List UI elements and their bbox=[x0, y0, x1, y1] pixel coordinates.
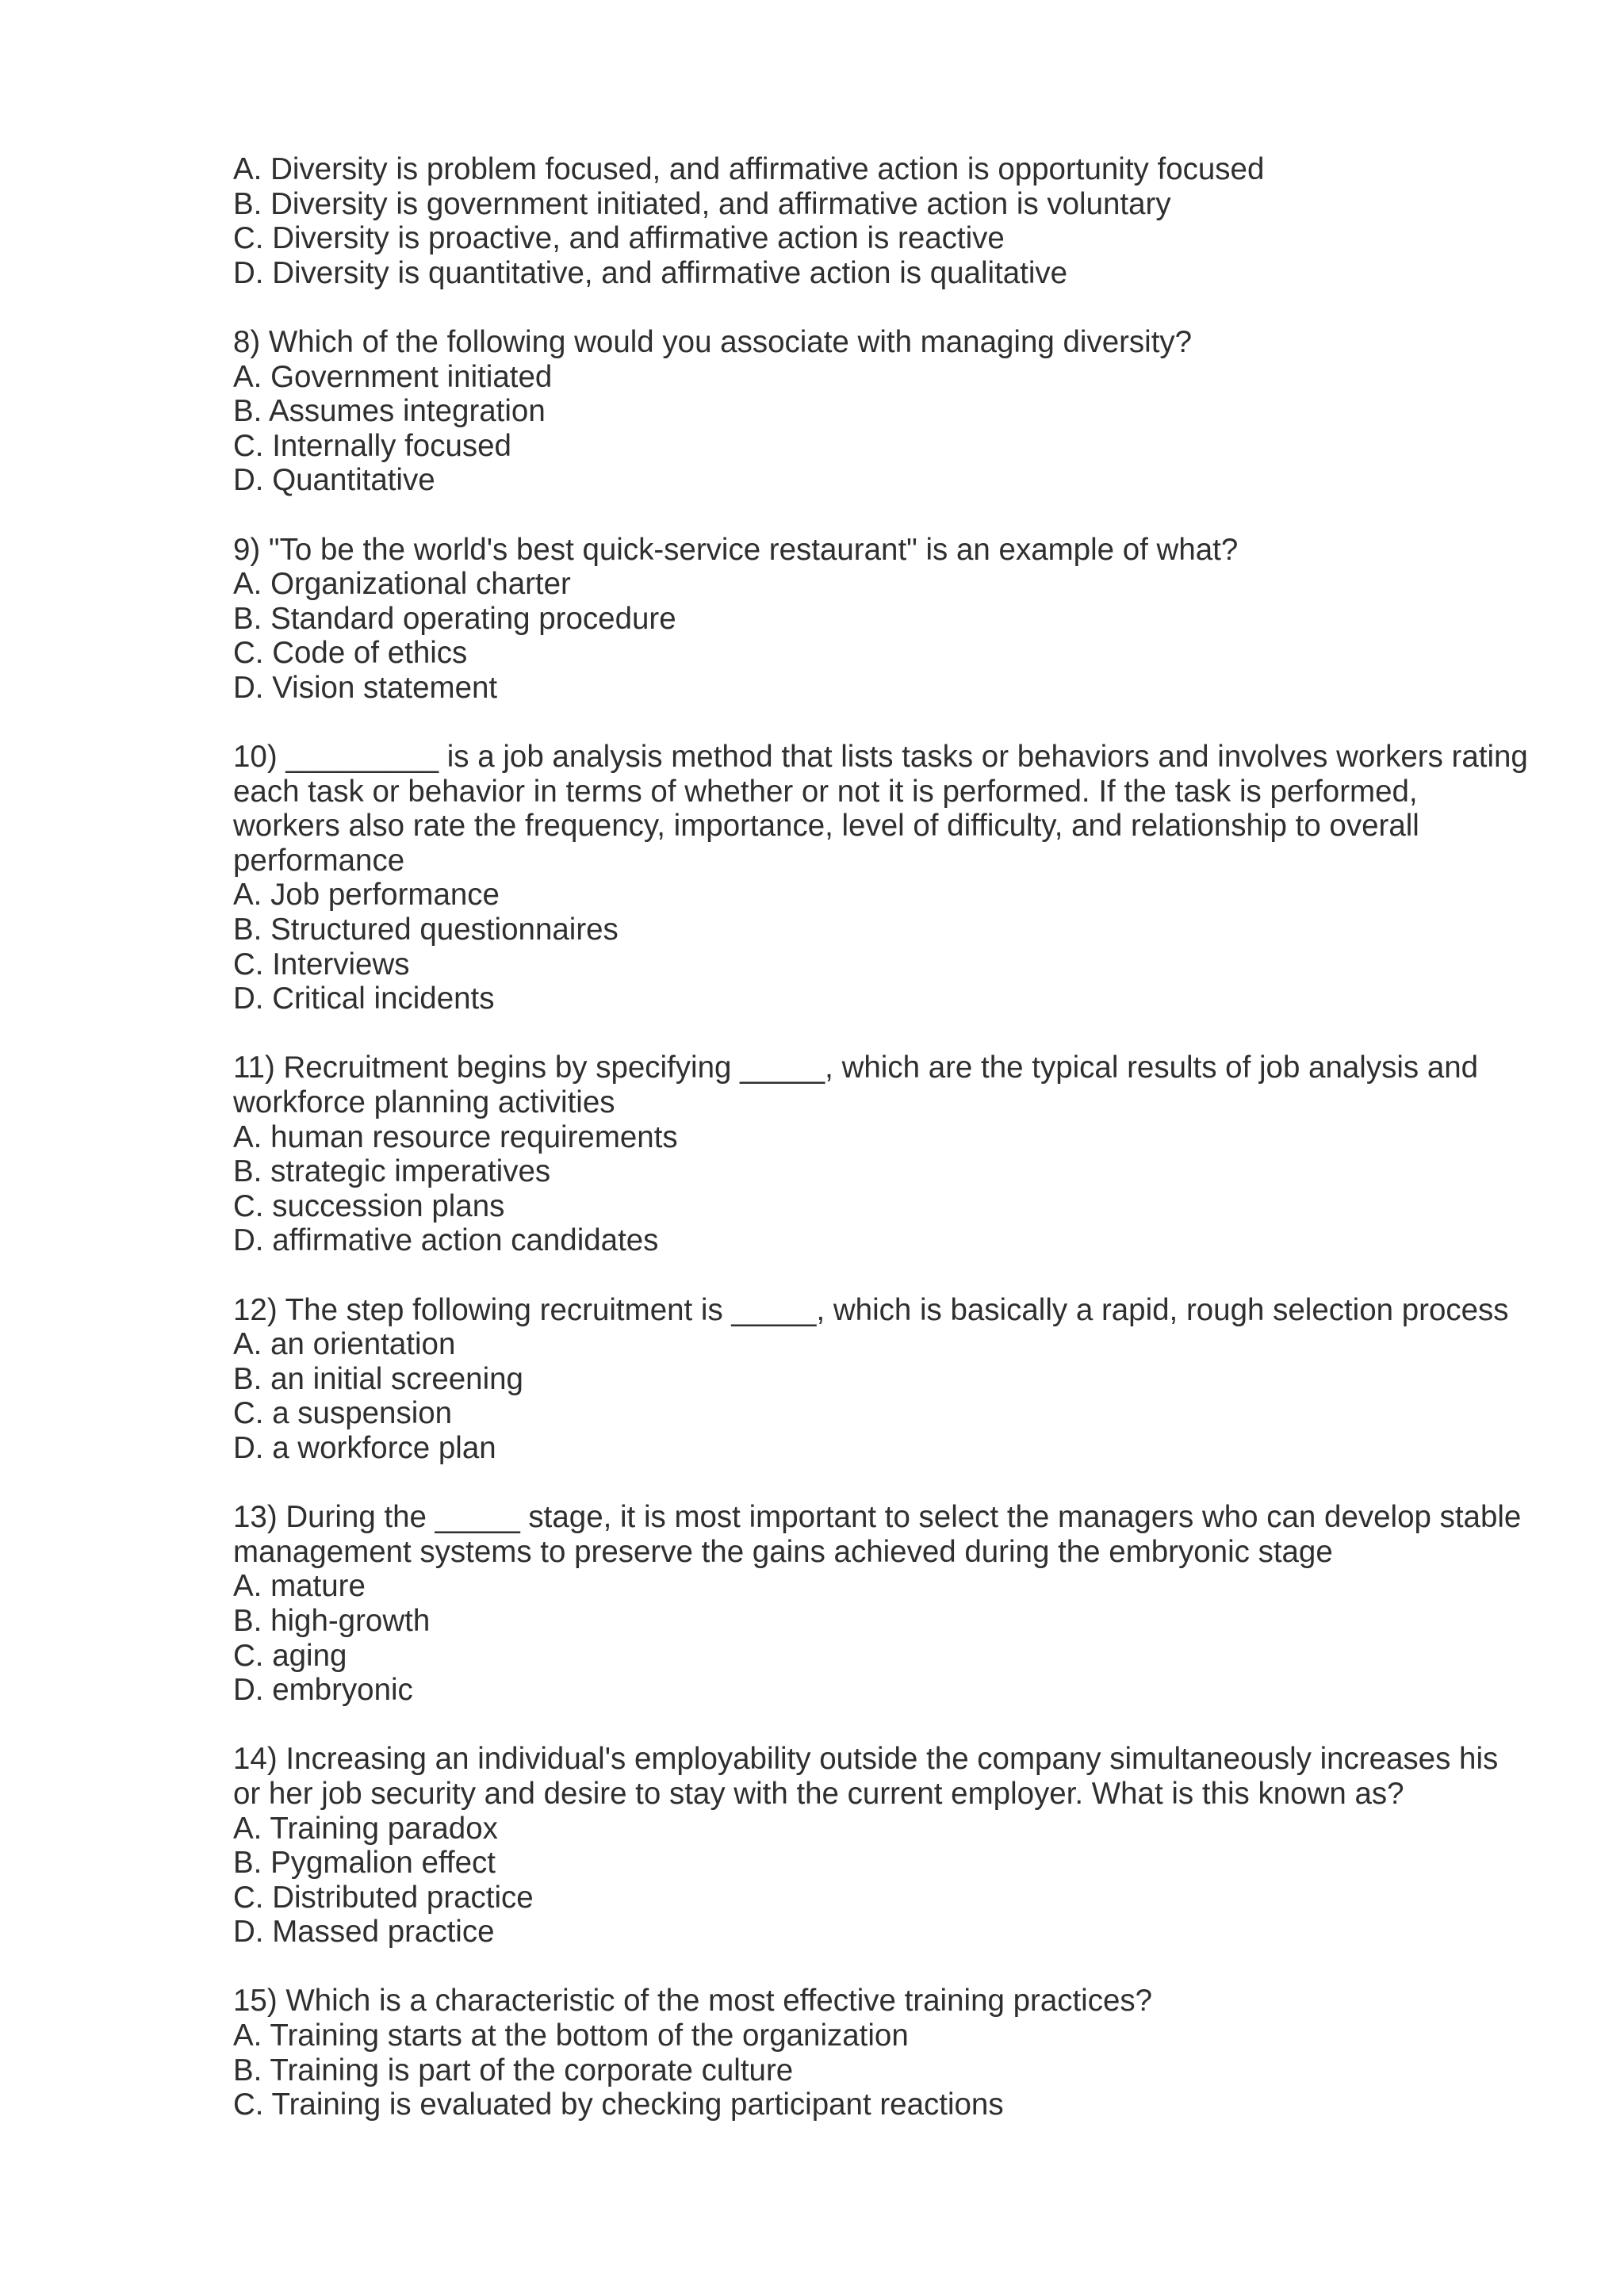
question-stem: management systems to preserve the gains achieved during the embryonic stage bbox=[233, 1534, 1333, 1569]
question-stem: 15) Which is a characteristic of the most effective training practices? bbox=[233, 1984, 1153, 2019]
option-line: B. Standard operating procedure bbox=[233, 601, 676, 636]
option-line: D. embryonic bbox=[233, 1673, 413, 1708]
option-line: D. Massed practice bbox=[233, 1915, 495, 1950]
question-stem: workers also rate the frequency, importance, level of difficulty, and relationship to overall bbox=[233, 809, 1419, 844]
option-line: C. succession plans bbox=[233, 1188, 505, 1223]
option-line: D. Diversity is quantitative, and affirmative action is qualitative bbox=[233, 255, 1068, 290]
option-line: D. Vision statement bbox=[233, 670, 498, 705]
question-15 bbox=[233, 1984, 1534, 2122]
question-stem: 9) "To be the world's best quick-service restaurant" is an example of what? bbox=[233, 532, 1239, 567]
question-10 bbox=[233, 740, 1534, 1016]
preceding-options bbox=[233, 152, 1534, 290]
option-line: C. Interviews bbox=[233, 947, 410, 982]
option-line: C. Internally focused bbox=[233, 428, 511, 463]
option-line: D. a workforce plan bbox=[233, 1430, 496, 1465]
question-stem: 10) _________ is a job analysis method that lists tasks or behaviors and involves workers rating bbox=[233, 740, 1528, 775]
option-line: B. Pygmalion effect bbox=[233, 1846, 496, 1881]
question-stem: workforce planning activities bbox=[233, 1085, 615, 1120]
option-line: C. Code of ethics bbox=[233, 636, 468, 671]
question-8 bbox=[233, 325, 1534, 498]
option-line: B. strategic imperatives bbox=[233, 1154, 551, 1189]
option-line: B. Training is part of the corporate culture bbox=[233, 2053, 794, 2087]
question-12 bbox=[233, 1293, 1534, 1466]
option-line: C. aging bbox=[233, 1638, 347, 1673]
question-9 bbox=[233, 533, 1534, 706]
document-page bbox=[233, 152, 1534, 2156]
option-line: A. Training paradox bbox=[233, 1811, 498, 1846]
option-line: A. mature bbox=[233, 1569, 366, 1604]
option-line: D. affirmative action candidates bbox=[233, 1223, 659, 1258]
option-line: C. Distributed practice bbox=[233, 1880, 534, 1915]
question-11 bbox=[233, 1050, 1534, 1258]
question-stem: 12) The step following recruitment is _____, which is basically a rapid, rough selection process bbox=[233, 1292, 1509, 1327]
question-14 bbox=[233, 1742, 1534, 1950]
question-stem: performance bbox=[233, 843, 405, 878]
question-13 bbox=[233, 1500, 1534, 1708]
option-line: B. Structured questionnaires bbox=[233, 913, 619, 947]
option-line: C. Diversity is proactive, and affirmative action is reactive bbox=[233, 221, 1005, 256]
option-line: B. high-growth bbox=[233, 1603, 431, 1638]
option-line: B. an initial screening bbox=[233, 1361, 523, 1396]
option-line: A. Training starts at the bottom of the organization bbox=[233, 2019, 909, 2053]
option-line: A. Diversity is problem focused, and affirmative action is opportunity focused bbox=[233, 152, 1265, 186]
option-line: A. Government initiated bbox=[233, 359, 553, 394]
question-stem: 11) Recruitment begins by specifying _____, which are the typical results of job analysis and bbox=[233, 1050, 1479, 1085]
question-stem: 8) Which of the following would you associate with managing diversity? bbox=[233, 324, 1193, 359]
option-line: C. Training is evaluated by checking participant reactions bbox=[233, 2087, 1004, 2122]
option-line: A. Organizational charter bbox=[233, 567, 571, 602]
question-stem: or her job security and desire to stay with the current employer. What is this known as? bbox=[233, 1776, 1404, 1811]
question-stem: 14) Increasing an individual's employability outside the company simultaneously increases his bbox=[233, 1742, 1499, 1777]
option-line: D. Critical incidents bbox=[233, 982, 495, 1016]
option-line: B. Diversity is government initiated, and affirmative action is voluntary bbox=[233, 186, 1171, 221]
question-stem: 13) During the _____ stage, it is most important to select the managers who can develop stable bbox=[233, 1500, 1522, 1535]
option-line: A. human resource requirements bbox=[233, 1119, 678, 1154]
option-line: C. a suspension bbox=[233, 1396, 453, 1431]
option-line: A. an orientation bbox=[233, 1327, 456, 1362]
option-line: A. Job performance bbox=[233, 878, 500, 913]
option-line: B. Assumes integration bbox=[233, 394, 546, 429]
option-line: D. Quantitative bbox=[233, 463, 435, 498]
question-stem: each task or behavior in terms of whether or not it is performed. If the task is performed, bbox=[233, 774, 1418, 809]
